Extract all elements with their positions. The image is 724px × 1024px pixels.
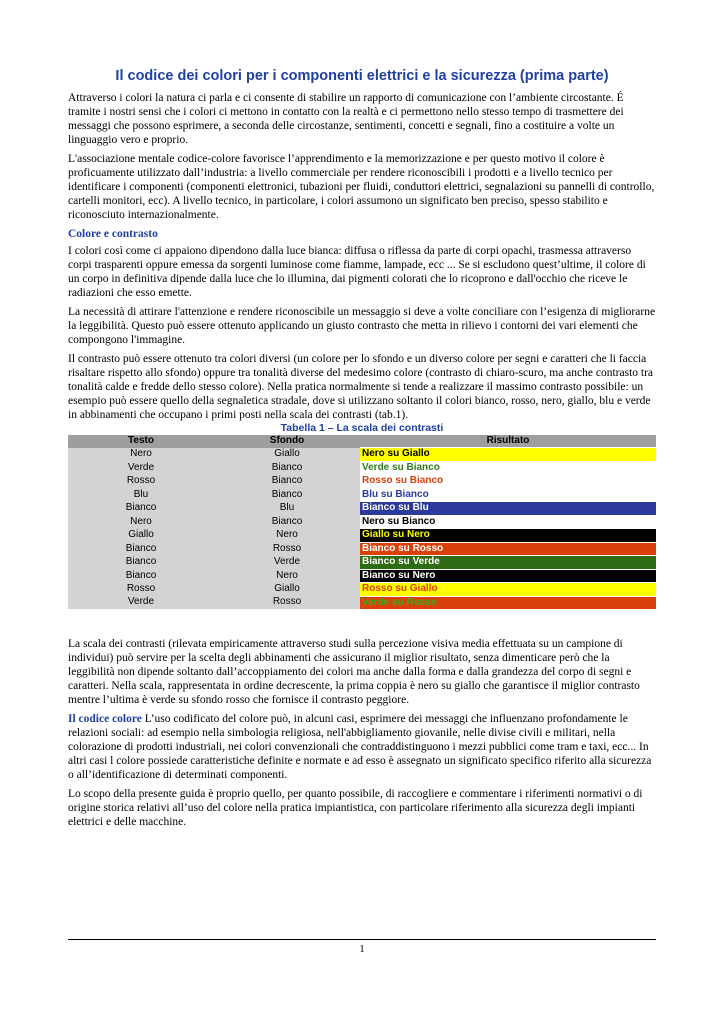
cell-testo: Nero bbox=[68, 448, 214, 462]
cell-testo: Verde bbox=[68, 461, 214, 475]
footer-divider bbox=[68, 939, 656, 940]
cell-testo: Nero bbox=[68, 515, 214, 529]
table-row bbox=[68, 502, 656, 516]
cell-testo: Bianco bbox=[68, 569, 214, 583]
contrast-table bbox=[68, 435, 656, 609]
table-row bbox=[68, 529, 656, 543]
table-header-row bbox=[68, 435, 656, 448]
header-testo: Testo bbox=[68, 435, 214, 448]
cell-sfondo: Bianco bbox=[214, 515, 360, 529]
section-heading-codice-colore: Il codice colore bbox=[68, 713, 142, 725]
section2-paragraph bbox=[68, 712, 656, 782]
intro-paragraph-1: Attraverso i colori la natura ci parla e ci consente di stabilire un rapporto di comunicazione con l’ambiente circostante. É tramite i nostri sensi che i colori ci mettono in contatto con la realtà e ci permettono nello stesso tempo di trasmettere dei messaggi che possono esprimere, a seconda delle circostanze, sentimenti, concetti e segnali, fino a costituire a volte un linguaggio vero e proprio. bbox=[68, 92, 624, 146]
cell-testo: Verde bbox=[68, 596, 214, 609]
page-content bbox=[68, 68, 656, 834]
cell-risultato: Nero su Giallo bbox=[360, 448, 656, 462]
section1-paragraph-1: I colori così come ci appaiono dipendono dalla luce bianca: diffusa o riflessa da parte di corpi opachi, trasmessa attraverso corpi trasparenti oppure emessa da sorgenti luminose come fiamme, lampade, ecc ... Se si escludono quest’ultime, il colore di un corpo in definitiva dipende dalla luce che lo illumina, dai pigmenti colorati che lo ricoprono e dall'occhio che riceve le radiazioni che esso emette. bbox=[68, 245, 646, 299]
table-row bbox=[68, 448, 656, 462]
cell-testo: Rosso bbox=[68, 583, 214, 597]
section-heading-colore-contrasto: Colore e contrasto bbox=[68, 228, 158, 240]
cell-risultato: Nero su Bianco bbox=[360, 515, 656, 529]
cell-risultato: Verde su Rosso bbox=[360, 596, 656, 609]
cell-risultato: Verde su Bianco bbox=[360, 461, 656, 475]
table-row bbox=[68, 542, 656, 556]
header-sfondo: Sfondo bbox=[214, 435, 360, 448]
cell-sfondo: Rosso bbox=[214, 542, 360, 556]
cell-sfondo: Bianco bbox=[214, 488, 360, 502]
cell-testo: Bianco bbox=[68, 502, 214, 516]
cell-testo: Giallo bbox=[68, 529, 214, 543]
table-row bbox=[68, 583, 656, 597]
cell-sfondo: Bianco bbox=[214, 475, 360, 489]
cell-risultato: Bianco su Nero bbox=[360, 569, 656, 583]
table-row bbox=[68, 461, 656, 475]
section2-text: L’uso codificato del colore può, in alcuni casi, esprimere dei messaggi che influenzano profondamente le relazioni sociali: ad esempio nella simbologia religiosa, nell'abbigliamento giovanile, nelle divise civili e militari, nella colorazione di prodotti industriali, nei colori convenzionali che contraddistinguono i mezzi pubblici come tram e taxi, ecc... In altri casi l colore possiede caratteristiche definite e normate e ad esso è assegnato un significato specifico riferito alla sicurezza o all’identificazione di determinati componenti. bbox=[68, 713, 652, 781]
table-row bbox=[68, 475, 656, 489]
section1-paragraph-3: Il contrasto può essere ottenuto tra colori diversi (un colore per lo sfondo e un diverso colore per segni e caratteri che li faccia risaltare rispetto allo sfondo) oppure tra tonalità diverse del medesimo colore (contrasto di chiaro-scuro, ma anche contrasto tra tonalità calde e fredde dello stesso colore). Nella pratica normalmente si tende a realizzare il massimo contrasto possibile: un esempio può essere quello della segnaletica stradale, dove si utilizzano soltanto il colori bianco, rosso, nero, giallo, blu e verde in abbinamenti che occupano i primi posti nella scala dei contrasti (tab.1). bbox=[68, 353, 654, 421]
section1-paragraph-2: La necessità di attirare l'attenzione e rendere riconoscibile un messaggio si deve a volte conciliare con l’esigenza di migliorarne la leggibilità. Questo può essere ottenuto applicando un giusto contrasto che metta in rilievo i contorni dei vari elementi che compongono l'immagine. bbox=[68, 306, 656, 346]
cell-sfondo: Bianco bbox=[214, 461, 360, 475]
intro-paragraph-2: L'associazione mentale codice-colore favorisce l’apprendimento e la memorizzazione e per questo motivo il colore è proficuamente utilizzato dall’industria: a livello commerciale per rendere riconoscibili i prodotti e a livello tecnico per identificare i componenti (componenti elettronici, tubazioni per fluidi, conduttori elettrici, segnalazioni su pannelli di controllo, cartelli monitori, ecc). A livello tecnico, in particolare, i colori assumono un significato ben preciso, spesso stabilito e riconosciuto internazionalmente. bbox=[68, 153, 655, 221]
cell-risultato: Bianco su Blu bbox=[360, 502, 656, 516]
table-body bbox=[68, 448, 656, 610]
cell-sfondo: Blu bbox=[214, 502, 360, 516]
cell-risultato: Bianco su Verde bbox=[360, 556, 656, 570]
document-title: Il codice dei colori per i componenti elettrici e la sicurezza (prima parte) bbox=[115, 68, 609, 84]
cell-testo: Rosso bbox=[68, 475, 214, 489]
cell-risultato: Rosso su Bianco bbox=[360, 475, 656, 489]
table-row bbox=[68, 488, 656, 502]
table-row bbox=[68, 515, 656, 529]
cell-sfondo: Nero bbox=[214, 569, 360, 583]
cell-sfondo: Giallo bbox=[214, 583, 360, 597]
page-number: 1 bbox=[359, 943, 365, 955]
cell-sfondo: Giallo bbox=[214, 448, 360, 462]
cell-testo: Bianco bbox=[68, 542, 214, 556]
table-row bbox=[68, 556, 656, 570]
cell-risultato: Blu su Bianco bbox=[360, 488, 656, 502]
header-risultato: Risultato bbox=[360, 435, 656, 448]
final-paragraph: Lo scopo della presente guida è proprio quello, per quanto possibile, di raccogliere e commentare i riferimenti normativi o di origine storica relativi all’uso del colore nella pratica impiantistica, con particolare riferimento alla sicurezza degli impianti elettrici e delle macchine. bbox=[68, 788, 643, 828]
cell-risultato: Bianco su Rosso bbox=[360, 542, 656, 556]
cell-risultato: Giallo su Nero bbox=[360, 529, 656, 543]
cell-sfondo: Rosso bbox=[214, 596, 360, 609]
table-row bbox=[68, 569, 656, 583]
table-row bbox=[68, 596, 656, 609]
table-caption: Tabella 1 – La scala dei contrasti bbox=[280, 422, 444, 434]
cell-testo: Blu bbox=[68, 488, 214, 502]
cell-sfondo: Verde bbox=[214, 556, 360, 570]
cell-sfondo: Nero bbox=[214, 529, 360, 543]
cell-testo: Bianco bbox=[68, 556, 214, 570]
paragraph-after-table: La scala dei contrasti (rilevata empiricamente attraverso studi sulla percezione visiva media effettuata su un campione di individui) può servire per la scelta degli abbinamenti che assicurano il miglior risultato, senza dimenticare però che la leggibilità non dipende soltanto dall’accoppiamento dei colori ma anche dalla forma e dalla grandezza del corpo di segni e caratteri. Nella scala, rappresentata in ordine decrescente, la prima coppia è nero su giallo che garantisce il miglior contrasto mentre l’ultima è verde su sfondo rosso che fornisce il contrasto peggiore. bbox=[68, 638, 640, 706]
cell-risultato: Rosso su Giallo bbox=[360, 583, 656, 597]
